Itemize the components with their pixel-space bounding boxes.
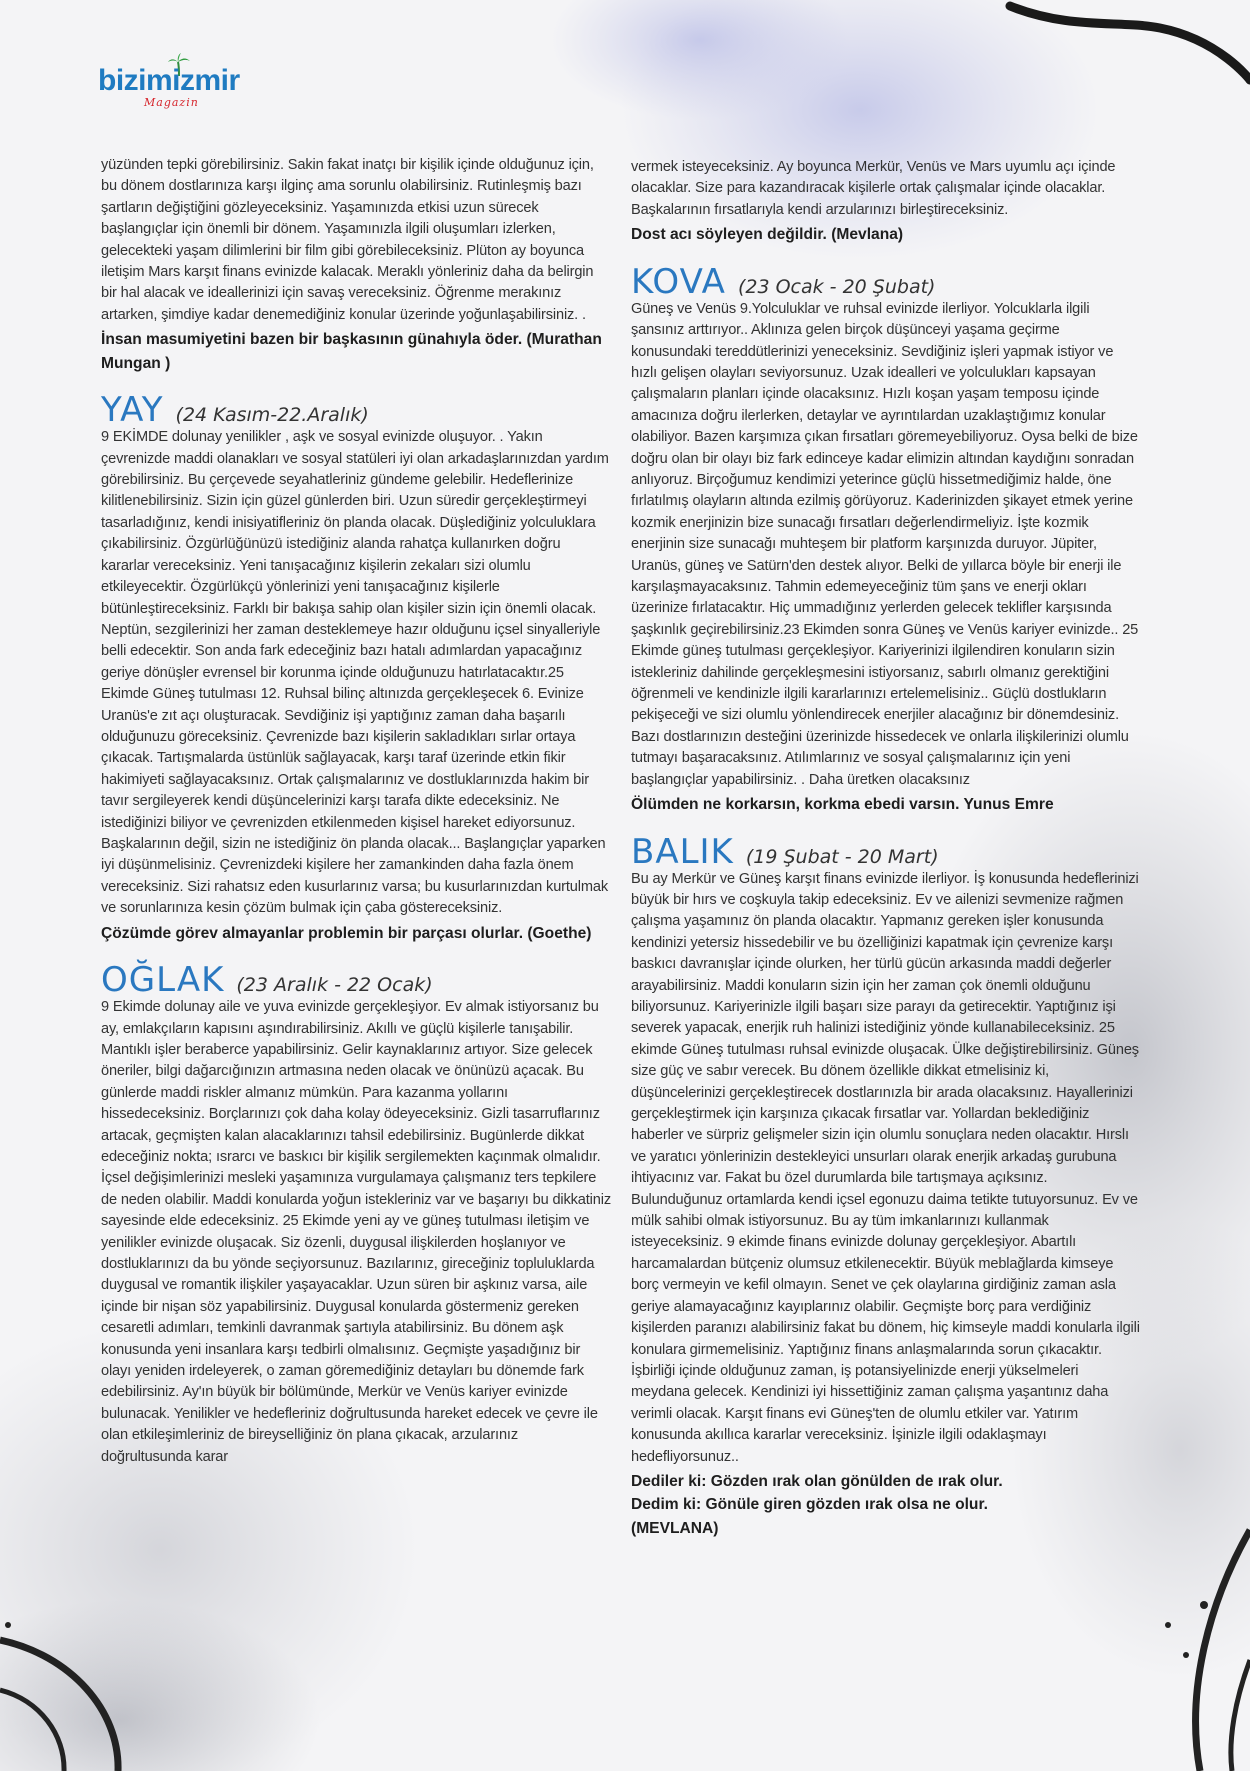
sign-heading-oglak — [101, 960, 611, 1001]
left-column — [101, 155, 611, 1468]
brand-name: bizimizmir — [98, 64, 240, 97]
sign-quote-yay: Çözümde görev almayanlar problemin bir parçası olurlar. (Goethe) — [101, 924, 592, 942]
sign-text-yay: 9 EKİMDE dolunay yenilikler , aşk ve sosyal evinizde oluşuyor. . Yakın çevrenizde maddi olanakları ve sosyal statüleri iyi olan arkadaşlarınızdan yardım görebilirsiniz. Bu çerçevede seyahatleriniz gündeme gelebilir. Hedeflerinize kilitlenebilirsiniz. Sizin için güzel günlerden biri. Uzun süredir gerçekleştirmeyi tasarladığınız, kendi inisiyatifleriniz ön planda olacak. Düşlediğiniz yolculuklara çıkabilirsiniz. Özgürlüğünüzü istediğiniz alanda rahatça kullanırken doğru kararlar vereceksiniz. Yeni tanışacağınız kişilerin zekaları sizi olumlu etkileyecektir. Özgürlükçü yönlerinizi yeni tanışacağınız kişilerle bütünleştireceksiniz. Farklı bir bakışa sahip olan kişiler sizin için önemli olacak. Neptün, sezgilerinizi her zaman desteklemeye hazır olduğunu içsel sinyalleriyle belli edecektir. Son anda fark edeceğiniz bazı hatalı adımlardan yapacağınız geriye dönüşler evrensel bir korunma içinde olduğunuzu hatırlatacaktır.25 Ekimde Güneş tutulması 12. Ruhsal bilinç altınızda gerçekleşecek 6. Evinize Uranüs'e zıt açı oluşturacak. Sevdiğiniz işi yaptığınız zaman daha başarılı olduğunuzu göreceksiniz. Çevrenizde bazı kişilerin sakladıkları sırlar ortaya çıkacak. Tartışmalarda üstünlük sağlayacak, karşı taraf üzerinde etkin fikir hakimiyeti sağlayacaksınız. Ortak çalışmalarınız ve dostluklarınızda hakim bir tavır sergileyerek kendi düşüncelerinizi karşı tarafa dikte edeceksiniz. Ne istediğinizi biliyor ve çevrenizden etkilenmeden kişisel hareket ediyorsunuz. Başkalarının değil, sizin ne istediğiniz ön planda olacak... Başlangıçlar yaparken iyi düşünmelisiniz. Çevrenizdeki kişilere her zamankinden daha fazla önem vereceksiniz. Sizi rahatsız eden kusurlarınız varsa; bu kusurlarınızdan kurtulmak ve sorunlarınıza kesin çözüm bulmak için çaba göstereceksiniz. — [101, 429, 609, 917]
right-intro-text: vermek isteyeceksiniz. Ay boyunca Merkür, Venüs ve Mars uyumlu açı içinde olacaklar. Size para kazandıracak kişilerle ortak çalışmalar içinde olacaklar. Başkalarının fırsatlarıyla kendi arzularınızı birleştireceksiniz. — [631, 159, 1116, 218]
sign-dates: (24 Kasım-22.Aralık) — [175, 404, 369, 427]
sign-quote-balik-3: (MEVLANA) — [631, 1519, 719, 1537]
sign-heading-yay — [101, 390, 611, 431]
sign-text-balik: Bu ay Merkür ve Güneş karşıt finans evinizde ilerliyor. İş konusunda hedeflerinizi büyük bir hırs ve coşkuyla takip edeceksiniz. Ev ve ailenizi sevmenize rağmen çalışma yaşamınız ön planda olacaktır. Yapmanız gereken işler konusunda kendinizi yetersiz hissedebilir ve bu özelliğinizi kapatmak için çevrenize karşı baskıcı davranışlar içinde olurken, her türlü gücün arkasında maddi değerler arayabilirsiniz. Maddi konuların sizin için her zaman çok önemli olduğunu biliyorsunuz. Kariyerinizle ilgili başarı size parayı da getirecektir. Yaptığınız işi severek yapacak, enerjik ruh halinizi istediğiniz yönde kullanabileceksiniz. 25 ekimde Güneş tutulması ruhsal evinizde oluşacak. Ülke değiştirebilirsiniz. Güneş size güç ve sabır verecek. Bu dönem özellikle dikkat etmelisiniz ki, düşüncelerinizi gerçekleştirecek dostlarınızla bir arada olacaksınız. Hayallerinizi gerçekleştirmek için karşınıza çıkacak fırsatlar var. Yollardan beklediğiniz haberler ve sürpriz gelişmeler sizin için olumlu sonuçlara neden olacaktır. Hırslı ve yaratıcı yönlerinizin destekleyici unsurları olarak enerjik arkadaş gurubuna ihtiyacınız var. Fakat bu özel durumlarda bile tartışmaya açıksınız. Bulunduğunuz ortamlarda kendi içsel egonuzu daima tetikte tutuyorsunuz. Ev ve mülk sahibi olmak istiyorsunuz. Bu ay tüm imkanlarınızı kullanmak isteyeceksiniz. 9 ekimde finans evinizde dolunay gerçekleşiyor. Abartılı harcamalardan bütçeniz olumsuz etkilenecektir. Büyük meblağlarda kimseye borç vermeyin ve kefil olmayın. Senet ve çek olaylarına girdiğiniz zaman asla geriye alamayacağınız kayıplarınız olabilir. Geçmişte borç para verdiğiniz kişilerden paranızı alabilirsiniz fakat bu dönem, hiç kimseyle maddi konularla ilgili konulara girmemelisiniz. Yaptığınız finans anlaşmalarında sorun çıkacaktır. İşbirliği içinde olduğunuz zaman, iş potansiyelinizde enerji yükselmeleri meydana gelecek. Kendinizi iyi hissettiğiniz zaman çalışma yaşantınız daha verimli olacak. Karşıt finans evi Güneş'ten de olumlu etkiler var. Yatırım konusunda akıllıca kararlar vereceksiniz. İşinizle ilgili odaklaşmayı hedefliyorsunuz.. — [631, 870, 1140, 1465]
sign-dates: (19 Şubat - 20 Mart) — [745, 845, 939, 868]
sign-quote-balik-2: Dedim ki: Gönüle giren gözden ırak olsa ne olur. — [631, 1496, 988, 1514]
sign-text-oglak: 9 Ekimde dolunay aile ve yuva evinizde gerçekleşiyor. Ev almak istiyorsanız bu ay, emlakçıların kapısını aşındırabilirsiniz. Akıllı ve güçlü kişilerle tanışabilir. Mantıklı işler beraberce yapabilirsiniz. Gelir kaynaklarınız artıyor. Size gelecek öneriler, bilgi dağarcığınızın artmasına neden olacak ve önünüzü açacak. Bu günlerde maddi riskler almanız mümkün. Para kazanma yollarını hissedeceksiniz. Borçlarınızı çok daha kolay ödeyeceksiniz. Gizli tasarruflarınız artacak, geçmişten kalan alacaklarınızı tahsil edebilirsiniz. Bugünlerde dikkat edeceğiniz nokta; ısrarcı ve baskıcı bir kişilik sergilemekten kaçınmak olmalıdır. İçsel değişimlerinizi mesleki yaşamınıza vurgulamaya çalışmanız ters tepkilere de neden olabilir. Maddi konularda yoğun istekleriniz var ve başarıyı bu dikkatiniz sayesinde elde edeceksiniz. 25 Ekimde yeni ay ve güneş tutulması iletişim ve yenilikler evinizde oluşacak. Siz özenli, duygusal ilişkilerden hoşlanıyor ve dostluklarınızı da bu yönde seçiyorsunuz. Bazılarınız, gireceğiniz topluluklarda duygusal ve romantik ilişkiler yaşayacaklar. Uzun süren bir aşkınız varsa, aile içinde bir nişan söz yapabilirsiniz. Duygusal konularda göstermeniz gereken cesaretli adımları, temkinli davranmak şartıyla atabilirsiniz. Bu dönem aşk konusunda yeni insanlara karşı tedbirli olmalısınız. Geçmişte yaşadığınız bir olayı yeniden irdeleyerek, o zaman göremediğiniz detayları bu dönemde fark edebilirsiniz. Ay'ın büyük bir bölümünde, Merkür ve Venüs kariyer evinizde bulunacak. Yenilikler ve hedefleriniz doğrultusunda hareket edecek ve çevre ile olan etkileşimleriniz de bireyselliğiniz ön plana çıkacak, arzularınız doğrultusunda karar — [101, 999, 611, 1465]
sign-quote-kova: Ölümden ne korkarsın, korkma ebedi varsın. Yunus Emre — [631, 796, 1054, 814]
sign-heading-kova — [631, 261, 1141, 302]
sign-name: KOVA — [631, 261, 726, 302]
sign-text-kova: Güneş ve Venüs 9.Yolculuklar ve ruhsal evinizde ilerliyor. Yolcuklarla ilgili şansınız arttırıyor.. Aklınıza gelen birçok düşünceyi yaşama geçirme konusundaki tereddütlerinizi yeneceksiniz. Sevdiğiniz işleri yapmak istiyor ve hızlı gelişen olayları seviyorsunuz. Uzak idealleri ve yolculukları kapsayan çalışmaların planları içinde olacaksınız. Hızlı koşan yaşam temposu içinde amacınıza doğru ilerlerken, detaylar ve ayrıntılardan uzaklaştığımız konular olabiliyor. Bazen karşımıza çıkan fırsatları göremeyebiliyoruz. Oysa belki de bize doğru olan bir olayı biz fark edinceye kadar elimizin altından kaydığını sonradan anlıyoruz. Birçoğumuz kendimizi yeterince güçlü hissetmediğimiz halde, öne fırlatılmış olayların altında ezilmiş görüyoruz. Kaderinizden şikayet etmek yerine kozmik enerjinizin bize sunacağı fırsatları değerlendirmeliyiz. İşte kozmik enerjinin size sunacağı muhteşem bir platform karşınızda duruyor. Jüpiter, Uranüs, güneş ve Satürn'den destek alıyor. Belki de yıllarca böyle bir enerji ile karşılaşmayacaksınız. Tahmin edemeyeceğiniz tüm şans ve enerji okları üzerinize fırlatacaktır. Hiç ummadığınız yerlerden gelecek teklifler karşısında şaşkınlık geçirebilirsiniz.23 Ekimden sonra Güneş ve Venüs kariyer evinizde.. 25 Ekimde güneş tutulması gerçekleşiyor. Kariyerinizi ilgilendiren konuların sizin istekleriniz dahilinde gerçekleşmesini istiyorsanız, sabırlı olmanız gerektiğini öğrenmeli ve kendinizle ilgili kararlarınızı ertelemelisiniz.. Güçlü dostlukların pekişeceği ve sizi olumlu yönlendirecek enerjiler alacağınız bir dönemdesiniz. Bazı dostlarınızın desteğini üzerinizde hissedecek ve onlarla ilişkilerinizi olumlu tutmayı başaracaksınız. Atılımlarınız ve sosyal çalışmalarınız için yeni başlangıçlar yapabilirsiniz. . Daha üretken olacaksınız — [631, 300, 1139, 788]
sign-name: BALIK — [631, 831, 734, 872]
right-column — [631, 157, 1141, 1540]
sign-dates: (23 Ocak - 20 Şubat) — [737, 275, 936, 298]
sign-heading-balik — [631, 831, 1141, 872]
left-intro-text: yüzünden tepki görebilirsiniz. Sakin fakat inatçı bir kişilik içinde olduğunuz için, bu dönem dostlarınıza karşı ilginç ama sorunlu olabilirsiniz. Rutinleşmiş bazı şartların değiştiğini gözleyeceksiniz. Yaşamınızda etkisi uzun sürecek başlangıçlar için önemli bir dönem. Yaşamınızla ilgili oluşumları izlerken, gelecekteki yaşam dilimlerini bir film gibi görebileceksiniz. Plüton ay boyunca iletişim Mars karşıt finans evinizde kalacak. Meraklı yönleriniz daha da belirgin bir hal alacak ve ideallerinizi için savaş vereceksiniz. Öğrenme merakınız artarken, şimdiye kadar denemediğiniz konular üzerinde yoğunlaşabilirsiniz. . — [101, 157, 594, 323]
sign-name: YAY — [101, 390, 164, 431]
sign-quote-balik-1: Dediler ki: Gözden ırak olan gönülden de ırak olur. — [631, 1472, 1003, 1490]
brand-subtitle: Magazin — [144, 96, 199, 109]
left-intro-quote: İnsan masumiyetini bazen bir başkasının günahıyla öder. (Murathan Mungan ) — [101, 331, 602, 372]
sign-dates: (23 Aralık - 22 Ocak) — [236, 974, 433, 997]
sign-name: OĞLAK — [101, 960, 225, 1001]
right-intro-quote: Dost acı söyleyen değildir. (Mevlana) — [631, 226, 904, 244]
brand-logo — [98, 58, 298, 114]
